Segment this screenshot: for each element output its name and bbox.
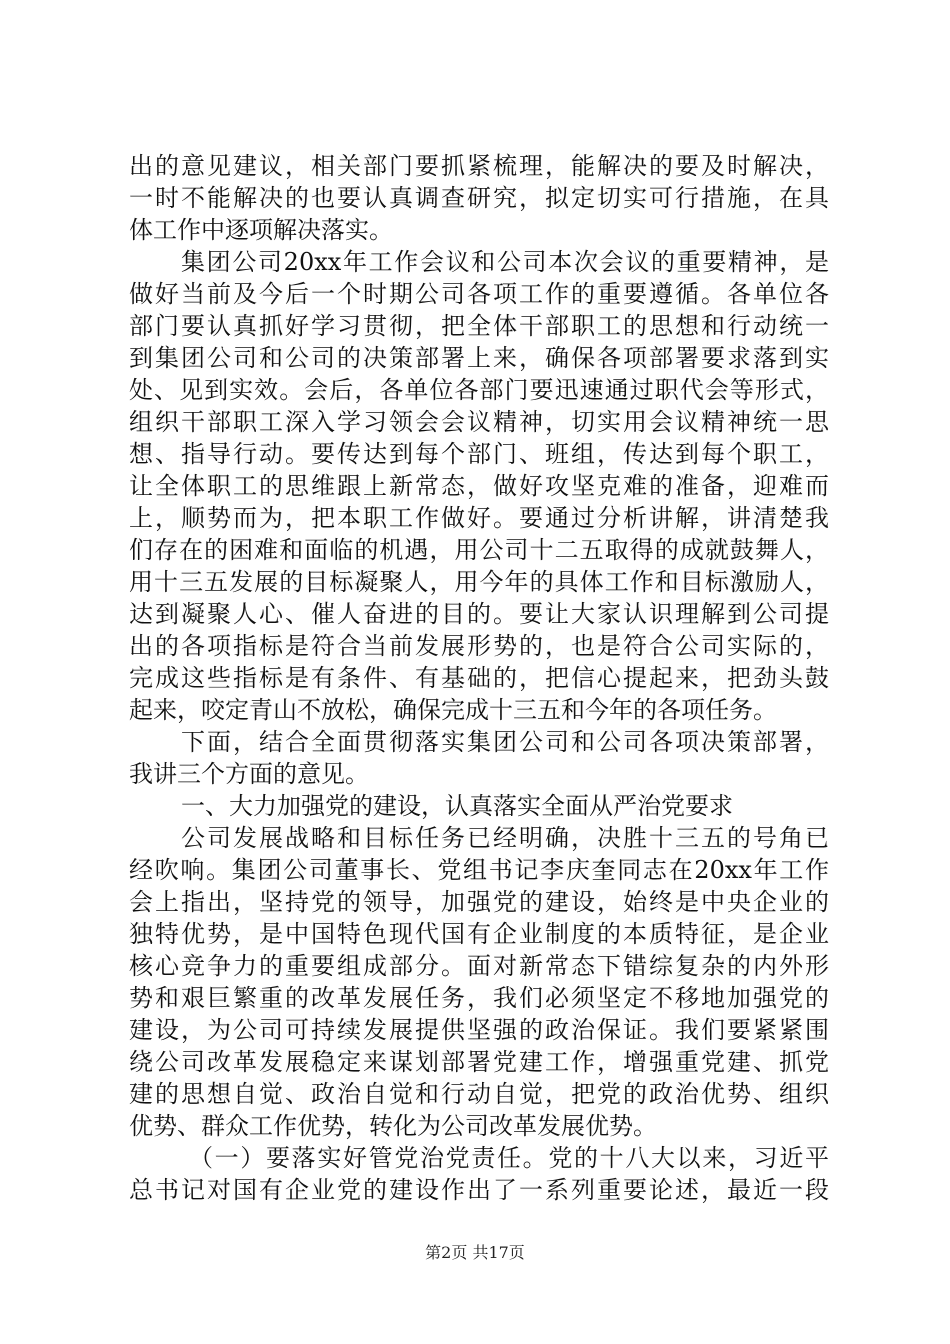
text-line: 组织干部职工深入学习领会会议精神，切实用会议精神统一思 bbox=[129, 408, 829, 436]
text-line: 一时不能解决的也要认真调查研究，拟定切实可行措施，在具 bbox=[129, 184, 829, 212]
text-line: 出的各项指标是符合当前发展形势的，也是符合公司实际的， bbox=[129, 632, 829, 660]
text-line: 经吹响。集团公司董事长、党组书记李庆奎同志在20xx年工作 bbox=[129, 856, 829, 884]
text-line: 独特优势，是中国特色现代国有企业制度的本质特征，是企业 bbox=[129, 920, 829, 948]
text-line: 做好当前及今后一个时期公司各项工作的重要遵循。各单位各 bbox=[129, 280, 829, 308]
text-line: 优势、群众工作优势，转化为公司改革发展优势。 bbox=[129, 1112, 657, 1140]
text-line: 让全体职工的思维跟上新常态，做好攻坚克难的准备，迎难而 bbox=[129, 472, 829, 500]
text-line: 我讲三个方面的意见。 bbox=[129, 760, 369, 788]
text-line: 建的思想自觉、政治自觉和行动自觉，把党的政治优势、组织 bbox=[129, 1080, 829, 1108]
subsection-line: （一）要落实好管党治党责任。党的十八大以来，习近平 bbox=[189, 1144, 829, 1172]
page-number-footer: 第2页 共17页 bbox=[425, 1243, 525, 1262]
text-line: 达到凝聚人心、催人奋进的目的。要让大家认识理解到公司提 bbox=[129, 600, 829, 628]
text-line: 部门要认真抓好学习贯彻，把全体干部职工的思想和行动统一 bbox=[129, 312, 829, 340]
text-line: 想、指导行动。要传达到每个部门、班组，传达到每个职工， bbox=[129, 440, 829, 468]
text-line: 起来，咬定青山不放松，确保完成十三五和今年的各项任务。 bbox=[129, 696, 777, 724]
text-line: 出的意见建议，相关部门要抓紧梳理，能解决的要及时解决， bbox=[129, 152, 829, 180]
text-line: 建设，为公司可持续发展提供坚强的政治保证。我们要紧紧围 bbox=[129, 1016, 829, 1044]
text-line: 总书记对国有企业党的建设作出了一系列重要论述，最近一段 bbox=[129, 1176, 829, 1204]
text-line: 体工作中逐项解决落实。 bbox=[129, 216, 393, 244]
section-heading: 一、大力加强党的建设，认真落实全面从严治党要求 bbox=[181, 792, 733, 820]
text-line: 会上指出，坚持党的领导，加强党的建设，始终是中央企业的 bbox=[129, 888, 829, 916]
text-line: 绕公司改革发展稳定来谋划部署党建工作，增强重党建、抓党 bbox=[129, 1048, 829, 1076]
text-line: 们存在的困难和面临的机遇，用公司十二五取得的成就鼓舞人， bbox=[129, 536, 829, 564]
text-line: 到集团公司和公司的决策部署上来，确保各项部署要求落到实 bbox=[129, 344, 829, 372]
text-line: 处、见到实效。会后，各单位各部门要迅速通过职代会等形式， bbox=[129, 376, 829, 404]
text-line: 核心竞争力的重要组成部分。面对新常态下错综复杂的内外形 bbox=[129, 952, 829, 980]
text-line: 用十三五发展的目标凝聚人，用今年的具体工作和目标激励人， bbox=[129, 568, 829, 596]
text-line: 集团公司20xx年工作会议和公司本次会议的重要精神，是 bbox=[181, 248, 829, 276]
text-line: 势和艰巨繁重的改革发展任务，我们必须坚定不移地加强党的 bbox=[129, 984, 829, 1012]
text-line: 公司发展战略和目标任务已经明确，决胜十三五的号角已 bbox=[181, 824, 829, 852]
text-line: 上，顺势而为，把本职工作做好。要通过分析讲解，讲清楚我 bbox=[129, 504, 829, 532]
document-body bbox=[129, 150, 829, 1206]
text-line: 下面，结合全面贯彻落实集团公司和公司各项决策部署， bbox=[181, 728, 829, 756]
text-line: 完成这些指标是有条件、有基础的，把信心提起来，把劲头鼓 bbox=[129, 664, 829, 692]
